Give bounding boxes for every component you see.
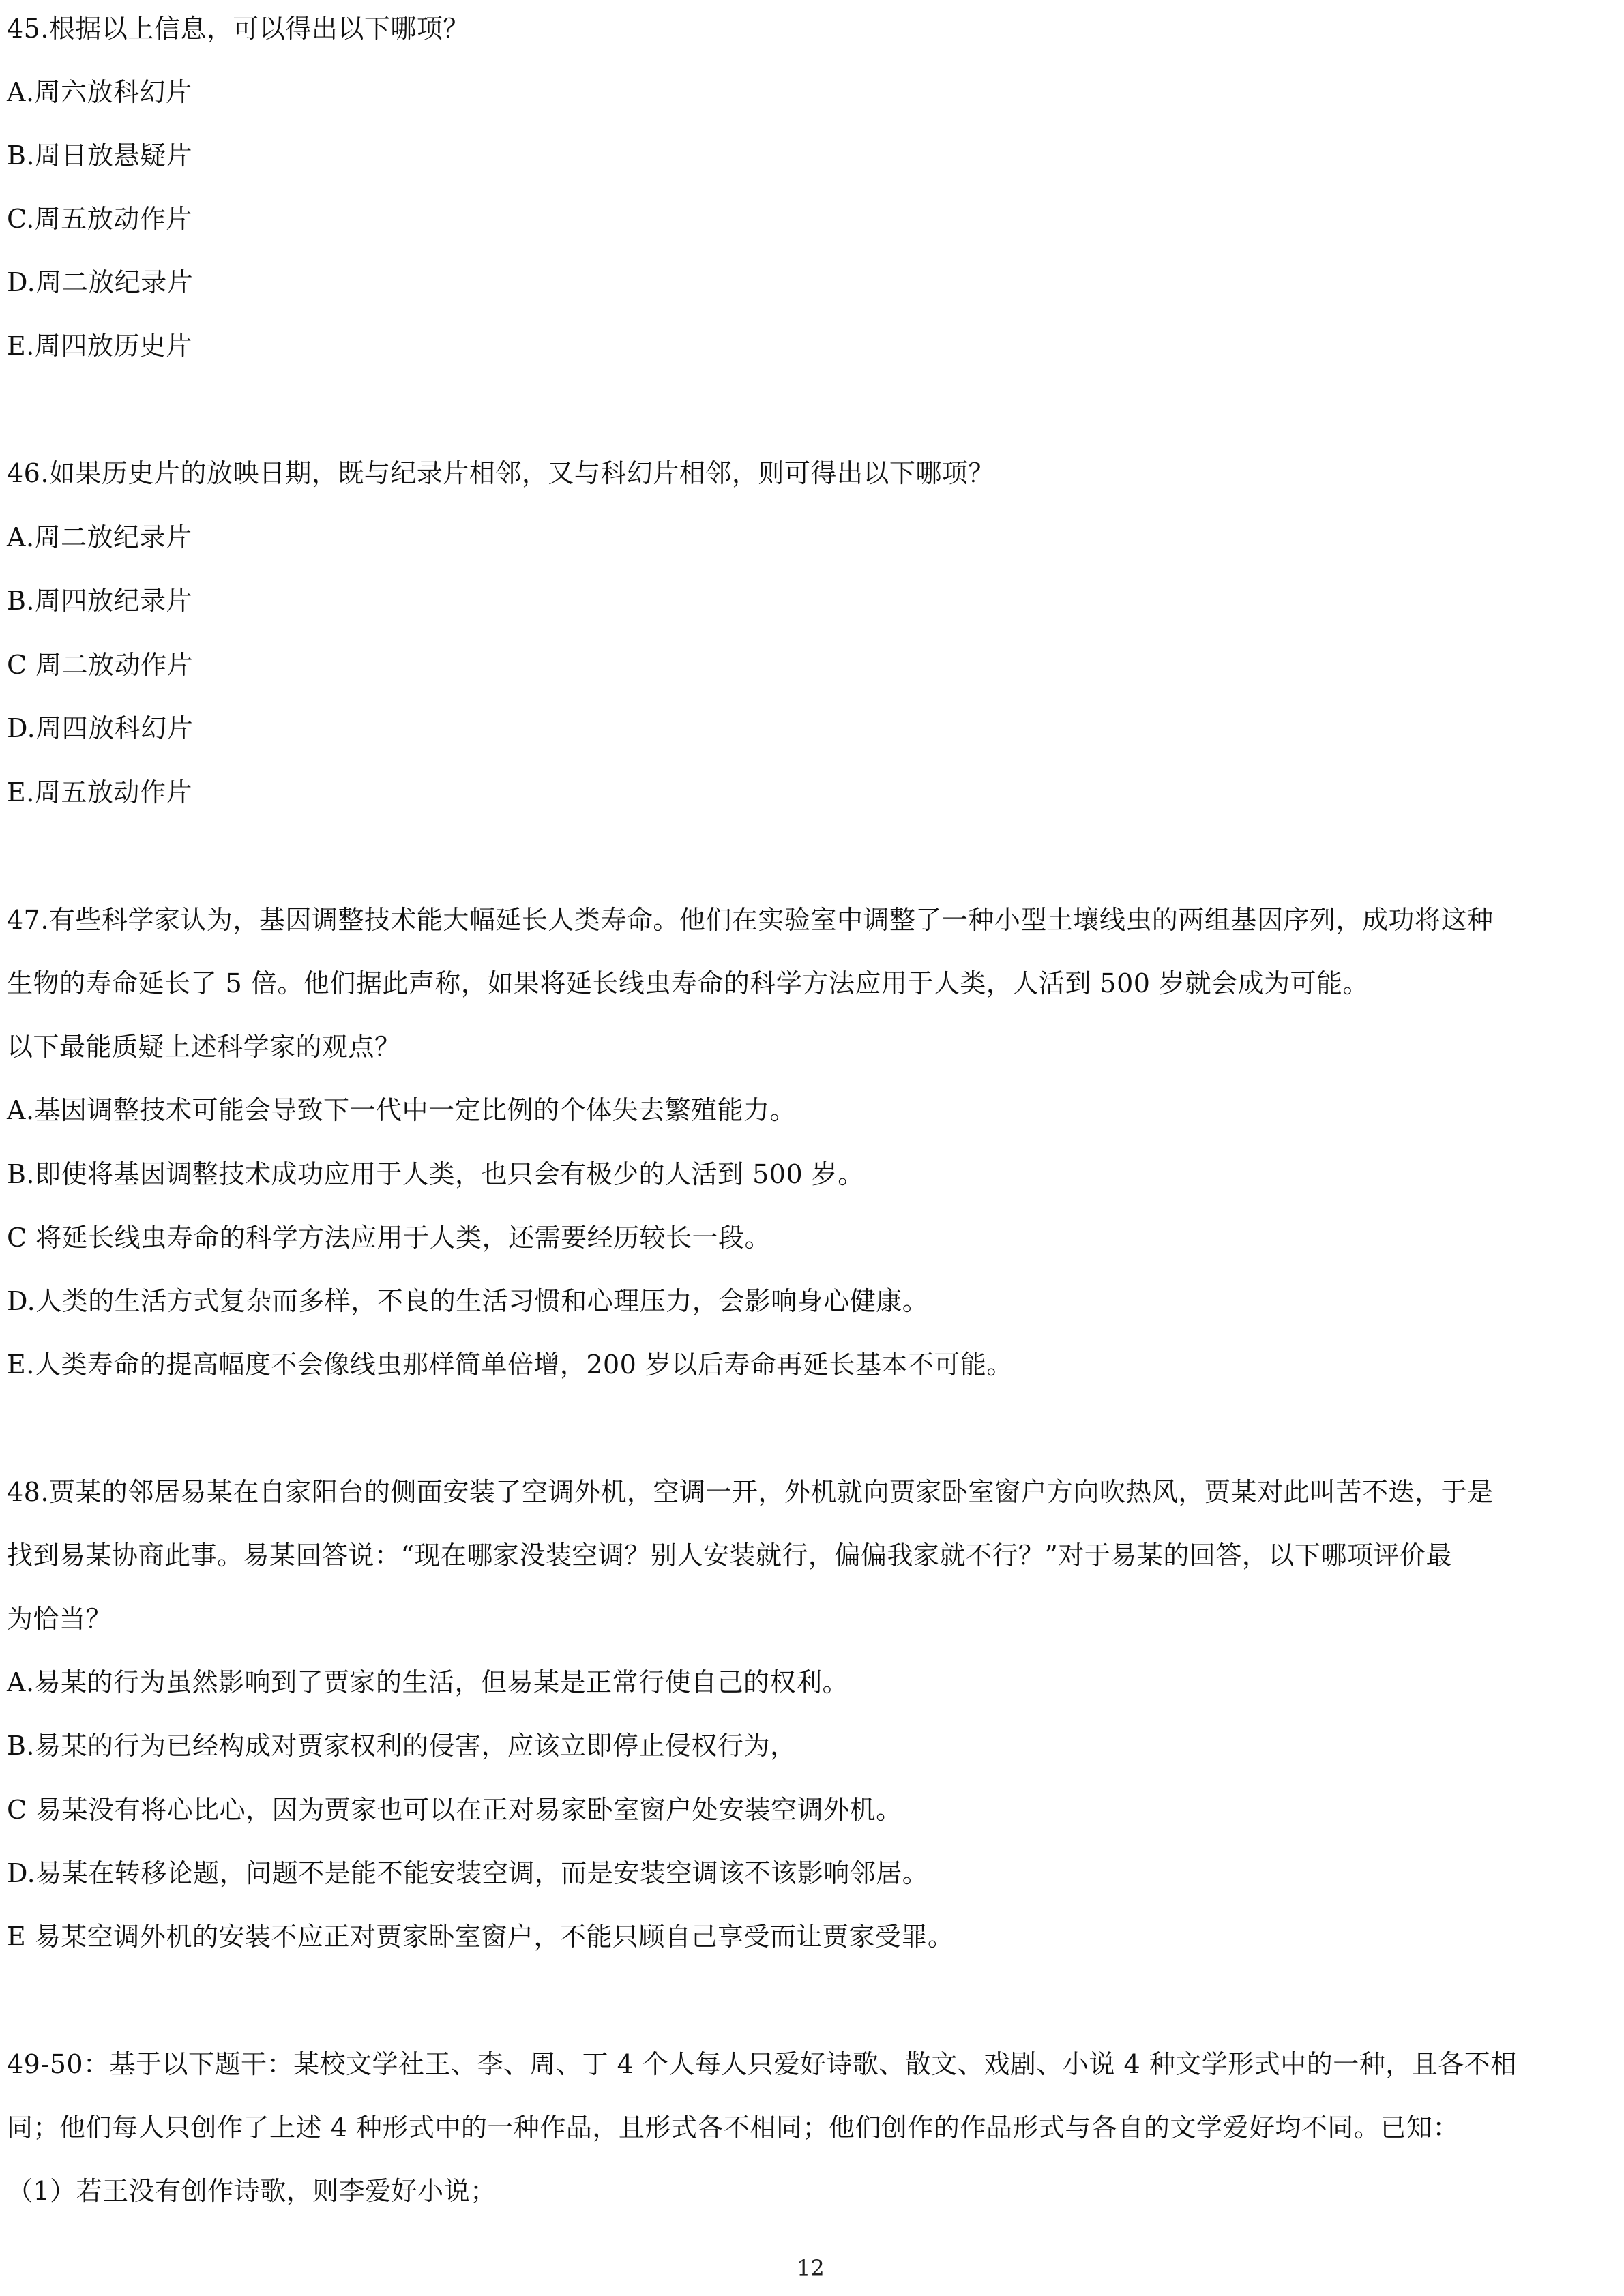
q47-stem-line-2: 生物的寿命延长了 5 倍。他们据此声称，如果将延长线虫寿命的科学方法应用于人类，人活到 500 岁就会成为可能。 [7, 968, 1370, 998]
q48-stem-line-2: 找到易某协商此事。易某回答说：“现在哪家没装空调？别人安装就行，偏偏我家就不行？”对于易某的回答，以下哪项评价最 [7, 1540, 1452, 1570]
q45-option-e: E.周四放历史片 [7, 331, 192, 361]
q46-option-a: A.周二放纪录片 [7, 522, 192, 552]
q48-option-a: A.易某的行为虽然影响到了贾家的生活，但易某是正常行使自己的权利。 [7, 1667, 849, 1697]
q45-option-a: A.周六放科幻片 [7, 77, 192, 107]
q47-option-c: C 将延长线虫寿命的科学方法应用于人类，还需要经历较长一段。 [7, 1223, 771, 1253]
q48-option-c: C 易某没有将心比心，因为贾家也可以在正对易家卧室窗户处安装空调外机。 [7, 1795, 902, 1825]
q46-option-c: C 周二放动作片 [7, 650, 194, 680]
q48-option-e: E 易某空调外机的安装不应正对贾家卧室窗户，不能只顾自己享受而让贾家受罪。 [7, 1922, 954, 1952]
q45-option-b: B.周日放悬疑片 [7, 140, 193, 170]
q47-stem-line-3: 以下最能质疑上述科学家的观点？ [7, 1032, 401, 1062]
q48-option-b: B.易某的行为已经构成对贾家权利的侵害，应该立即停止侵权行为， [7, 1731, 797, 1761]
q46-stem: 46.如果历史片的放映日期，既与纪录片相邻，又与科幻片相邻，则可得出以下哪项？ [7, 458, 994, 488]
q47-option-d: D.人类的生活方式复杂而多样，不良的生活习惯和心理压力，会影响身心健康。 [7, 1286, 929, 1316]
q46-option-b: B.周四放纪录片 [7, 586, 193, 616]
q48-stem-line-3: 为恰当？ [7, 1604, 113, 1634]
q47-option-e: E.人类寿命的提高幅度不会像线虫那样简单倍增，200 岁以后寿命再延长基本不可能。 [7, 1350, 1013, 1380]
q48-stem-line-1: 48.贾某的邻居易某在自家阳台的侧面安装了空调外机，空调一开，外机就向贾家卧室窗户方向吹热风，贾某对此叫苦不迭，于是 [7, 1477, 1494, 1507]
q45-option-c: C.周五放动作片 [7, 204, 192, 234]
q45-option-d: D.周二放纪录片 [7, 267, 194, 297]
q47-stem-line-1: 47.有些科学家认为，基因调整技术能大幅延长人类寿命。他们在实验室中调整了一种小型土壤线虫的两组基因序列，成功将这种 [7, 905, 1494, 935]
q49-50-stem-line-2: 同；他们每人只创作了上述 4 种形式中的一种作品，且形式各不相同；他们创作的作品形式与各自的文学爱好均不同。已知： [7, 2113, 1459, 2143]
q47-option-a: A.基因调整技术可能会导致下一代中一定比例的个体失去繁殖能力。 [7, 1095, 797, 1125]
q46-option-e: E.周五放动作片 [7, 777, 192, 807]
q45-stem: 45.根据以上信息，可以得出以下哪项？ [7, 14, 469, 44]
q48-option-d: D.易某在转移论题，问题不是能不能安装空调，而是安装空调该不该影响邻居。 [7, 1858, 929, 1888]
page-number: 12 [797, 2255, 825, 2281]
q49-50-condition-1: （1）若王没有创作诗歌，则李爱好小说； [7, 2176, 497, 2206]
q46-option-d: D.周四放科幻片 [7, 713, 194, 743]
q49-50-stem-line-1: 49-50：基于以下题干：某校文学社王、李、周、丁 4 个人每人只爱好诗歌、散文、戏剧、小说 4 种文学形式中的一种，且各不相 [7, 2049, 1517, 2079]
q47-option-b: B.即使将基因调整技术成功应用于人类，也只会有极少的人活到 500 岁。 [7, 1159, 864, 1189]
